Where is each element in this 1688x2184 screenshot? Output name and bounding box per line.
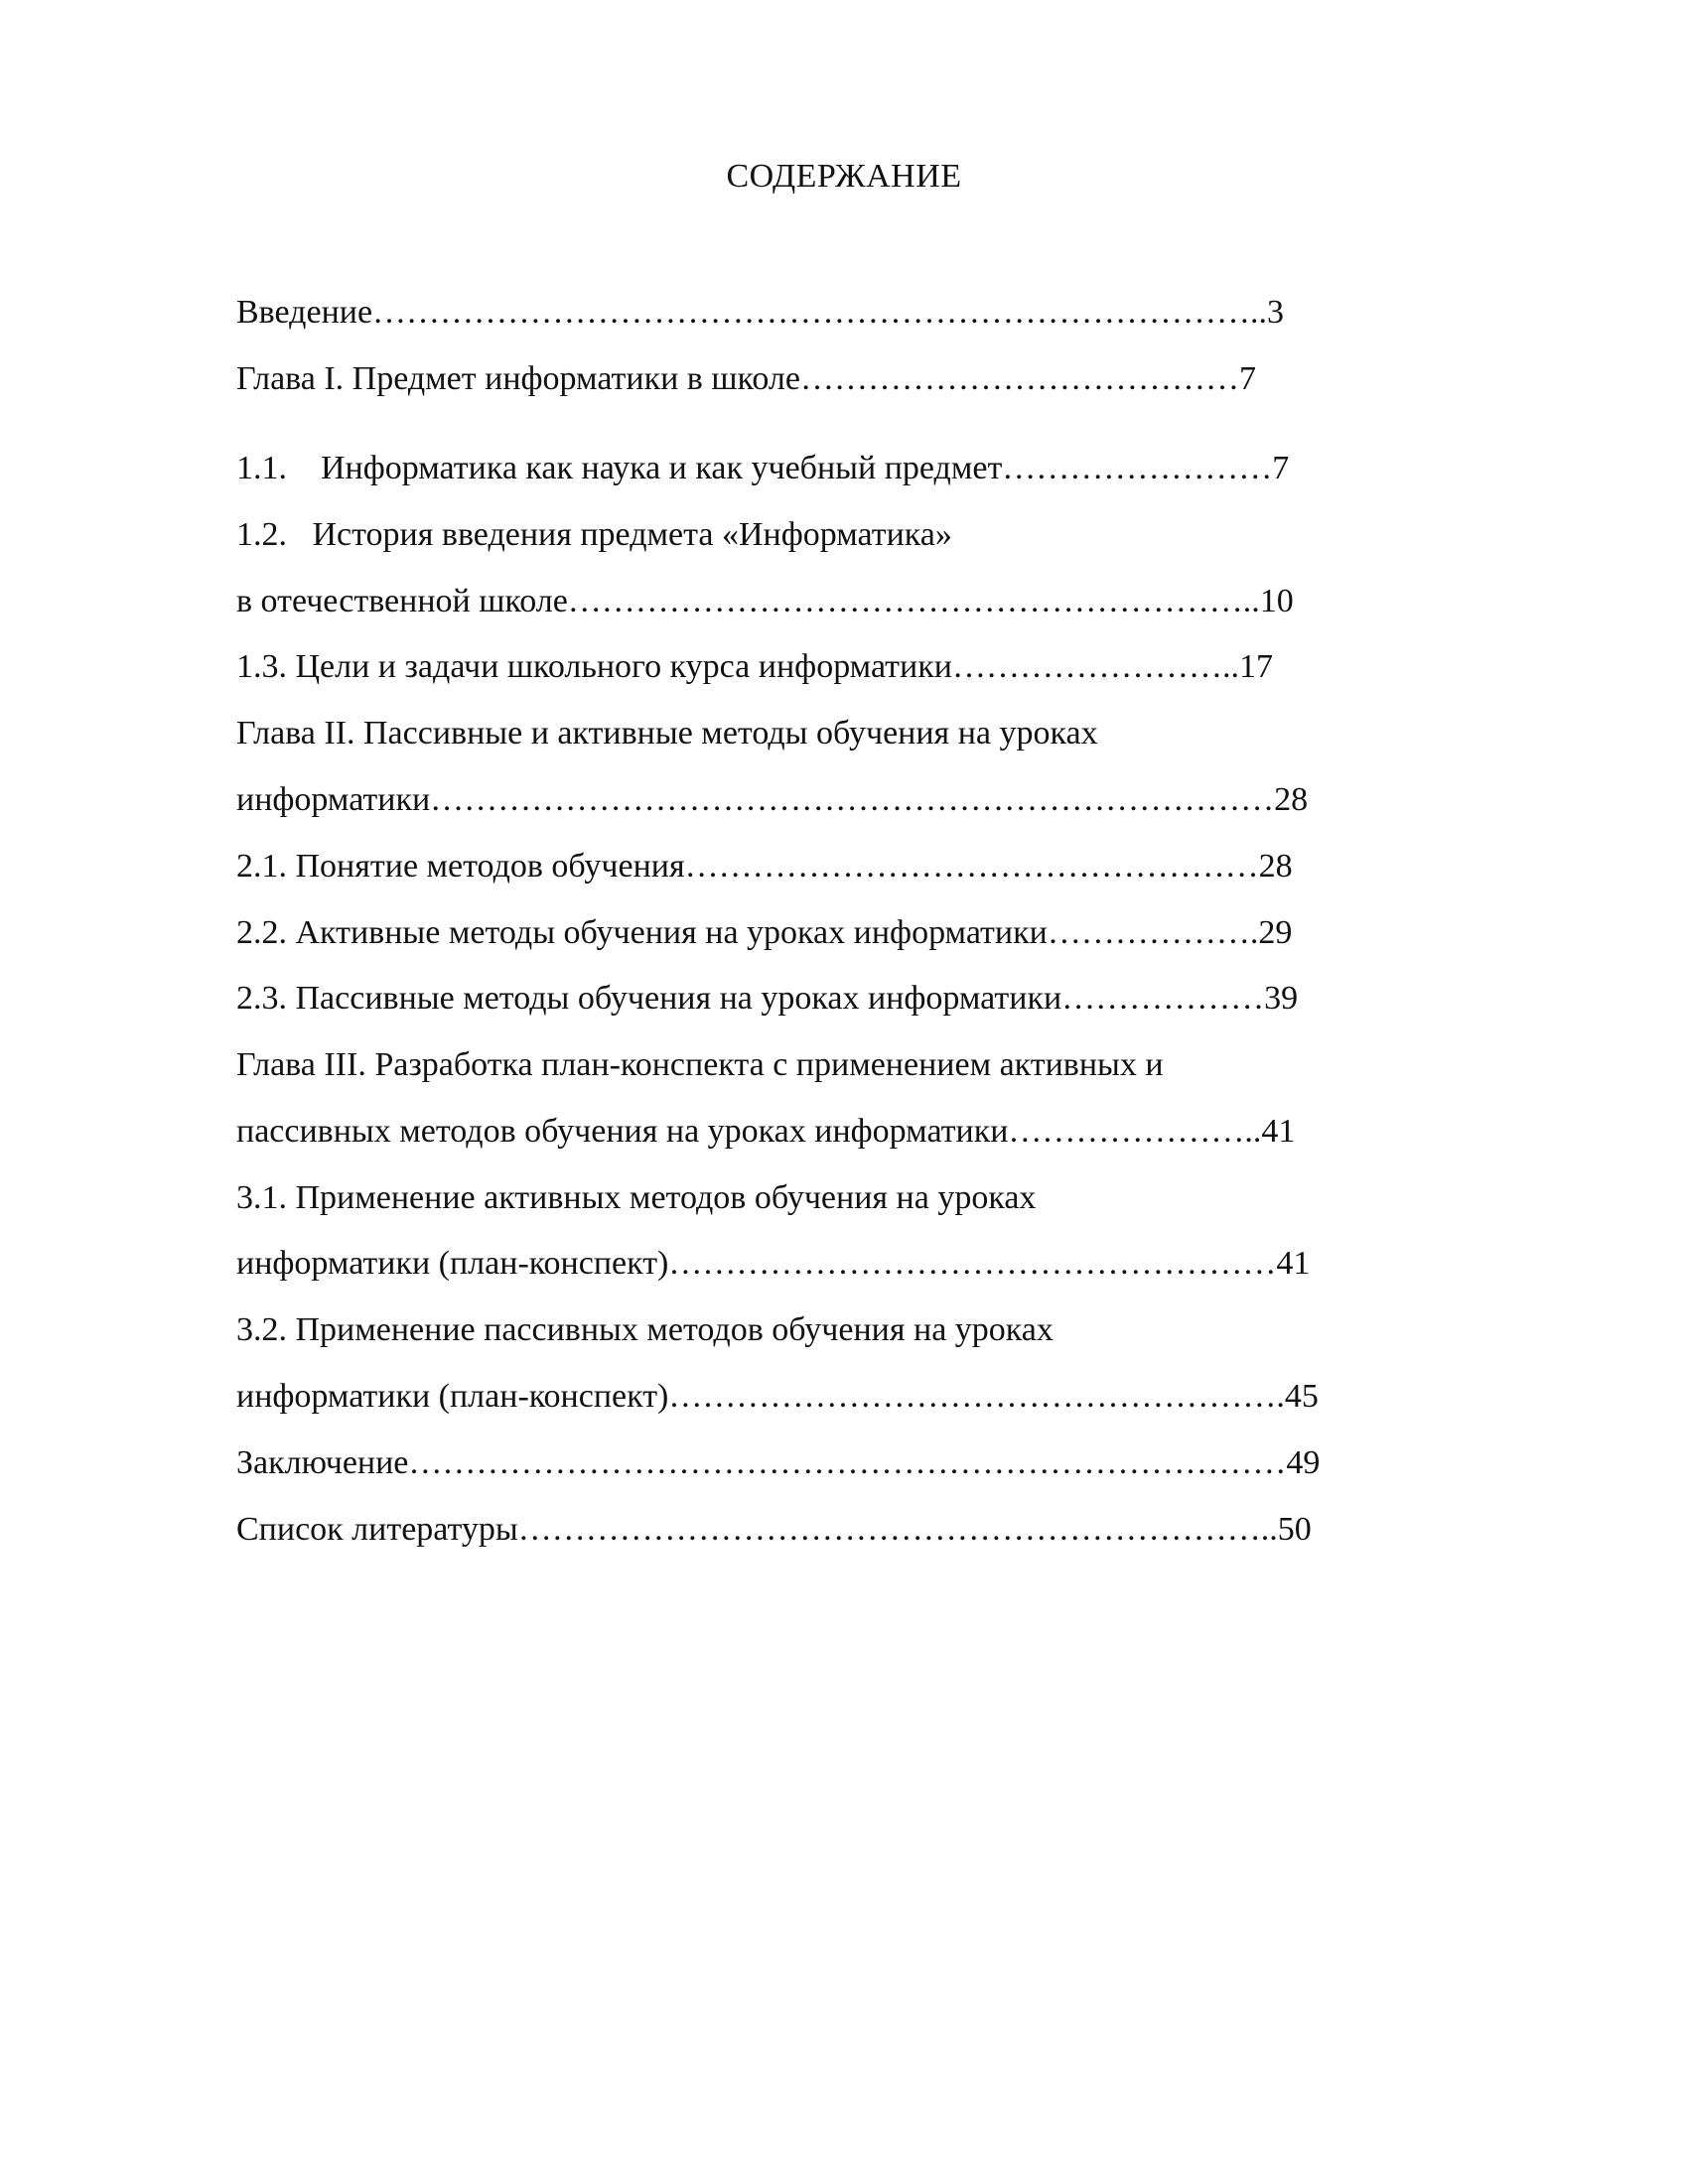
toc-line-section-2-2: 2.2. Активные методы обучения на уроках информатики……………….29 (236, 914, 1293, 951)
toc-line-section-3-2: 3.2. Применение пассивных методов обучения на уроках (236, 1311, 1054, 1348)
toc-line-chapter-3: Глава III. Разработка план-конспекта с применением активных и (236, 1046, 1164, 1083)
toc-line-section-3-1: 3.1. Применение активных методов обучения на уроках (236, 1179, 1037, 1216)
toc-line-references: Список литературы…………………………………………………………..50 (236, 1511, 1312, 1548)
toc-line-section-1-2: 1.2. История введения предмета «Информатика» (236, 516, 952, 553)
toc-line-section-3-2-cont: информатики (план-конспект)……………………………………………….45 (236, 1378, 1319, 1415)
toc-line-chapter-1: Глава I. Предмет информатики в школе…………………………………7 (236, 360, 1256, 397)
page-title: СОДЕРЖАНИЕ (726, 158, 962, 195)
toc-line-introduction: Введение……………………………………………………………………..3 (236, 294, 1285, 331)
toc-line-chapter-2: Глава II. Пассивные и активные методы обучения на уроках (236, 715, 1098, 751)
toc-line-section-3-1-cont: информатики (план-конспект)………………………………………………41 (236, 1245, 1311, 1282)
toc-line-chapter-2-cont: информатики…………………………………………………………………28 (236, 781, 1309, 818)
toc-line-section-2-3: 2.3. Пассивные методы обучения на уроках информатики………………39 (236, 980, 1299, 1017)
toc-line-section-1-1: 1.1. Информатика как наука и как учебный предмет……………………7 (236, 450, 1290, 486)
toc-line-section-2-1: 2.1. Понятие методов обучения……………………………………………28 (236, 848, 1293, 885)
toc-line-section-1-2-cont: в отечественной школе……………………………………………………..10 (236, 583, 1294, 619)
toc-line-section-1-3: 1.3. Цели и задачи школьного курса информатики……………………..17 (236, 648, 1273, 685)
toc-line-chapter-3-cont: пассивных методов обучения на уроках информатики…………………..41 (236, 1113, 1296, 1150)
toc-line-conclusion: Заключение……………………………………………………………………49 (236, 1444, 1321, 1481)
